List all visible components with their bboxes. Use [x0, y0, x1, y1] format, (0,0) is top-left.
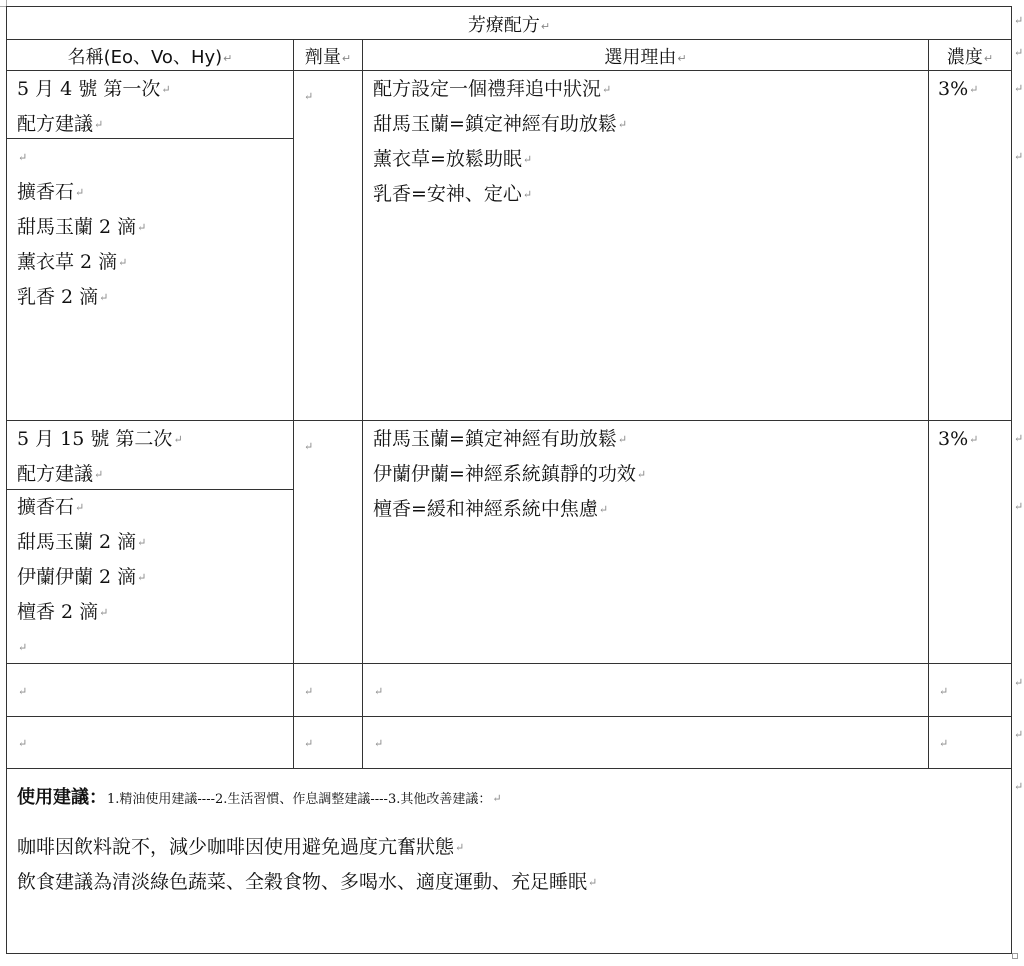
advice-line: 咖啡因飲料說不，減少咖啡因使用避免過度亢奮狀態↵: [17, 836, 465, 858]
text-line: 擴香石↵: [17, 496, 85, 518]
text-line: 5 月 15 號 第二次↵: [17, 428, 183, 450]
title-rule: [7, 39, 1011, 40]
text-line: ↵: [18, 151, 28, 164]
text-line: 檀香 2 滴↵: [17, 601, 109, 623]
text-line: 薰衣草 2 滴↵: [17, 251, 128, 273]
header-reason: 選用理由↵: [604, 47, 687, 68]
header-dose: 劑量↵: [304, 47, 352, 68]
row-end-mark: ↵: [1014, 46, 1024, 59]
advice-label: 使用建議：: [17, 787, 107, 808]
row1-concentration-cell: 3%↵: [938, 78, 979, 100]
row4-reason-cell: ↵: [374, 737, 384, 750]
text-line: 甜馬玉蘭=鎮定神經有助放鬆↵: [373, 428, 628, 450]
text-line: 甜馬玉蘭=鎮定神經有助放鬆↵: [373, 113, 628, 135]
row3-dose-cell: ↵: [304, 685, 314, 698]
text-line: ↵: [18, 641, 28, 654]
header-concentration: 濃度↵: [946, 47, 994, 68]
row3-bottom-rule: [7, 716, 1011, 717]
row3-name-cell: ↵: [18, 685, 28, 698]
row4-bottom-rule: [7, 768, 1011, 769]
row-end-mark: ↵: [1014, 780, 1024, 793]
row-end-mark: ↵: [1014, 676, 1024, 689]
row2-recipe-cell: [17, 490, 146, 665]
text-line: 檀香=緩和神經系統中焦慮↵: [373, 498, 609, 520]
aromatherapy-recipe-table: [6, 6, 1012, 954]
text-line: 5 月 4 號 第一次↵: [17, 78, 171, 100]
page-corner-mark: [1012, 953, 1018, 959]
text-line: 薰衣草=放鬆助眠↵: [373, 148, 533, 170]
row-end-mark: ↵: [1014, 150, 1024, 163]
row4-concentration-cell: ↵: [939, 737, 949, 750]
row-end-mark: ↵: [1014, 500, 1024, 513]
text-line: 伊蘭伊蘭=神經系統鎮靜的功效↵: [373, 463, 647, 485]
col-rule-3: [928, 39, 929, 769]
text-line: 乳香 2 滴↵: [17, 286, 109, 308]
col-rule-2: [362, 39, 363, 769]
row-end-mark: ↵: [1014, 82, 1024, 95]
row1-date-cell: [17, 72, 171, 142]
row3-concentration-cell: ↵: [939, 685, 949, 698]
text-line: 配方建議↵: [17, 463, 104, 485]
row2-reason-cell: [373, 422, 646, 527]
text-line: 配方建議↵: [17, 113, 104, 135]
row2-concentration-cell: 3%↵: [938, 428, 979, 450]
col-rule-1: [293, 39, 294, 769]
header-name: 名稱(Eo、Vo、Hy)↵: [67, 47, 233, 68]
row2-dose-cell: ↵: [304, 440, 314, 453]
header-rule: [7, 70, 1011, 71]
row2-bottom-rule: [7, 663, 1011, 664]
row1-reason-cell: [373, 72, 627, 212]
row-end-mark: ↵: [1014, 14, 1024, 27]
advice-line: 飲食建議為清淡綠色蔬菜、全穀食物、多喝水、適度運動、充足睡眠↵: [17, 871, 598, 893]
text-line: 甜馬玉蘭 2 滴↵: [17, 531, 147, 553]
row-end-mark: ↵: [1014, 432, 1024, 445]
text-line: 配方設定一個禮拜追中狀況↵: [373, 78, 612, 100]
text-line: 乳香=安神、定心↵: [373, 183, 533, 205]
row-end-mark: ↵: [1014, 728, 1024, 741]
row4-name-cell: ↵: [18, 737, 28, 750]
table-title: 芳療配方↵: [467, 15, 551, 36]
row1-dose-cell: ↵: [304, 90, 314, 103]
text-line: 伊蘭伊蘭 2 滴↵: [17, 566, 147, 588]
row2-date-cell: [17, 422, 183, 492]
advice-heading: 使用建議：1.精油使用建議----2.生活習慣、作息調整建議----3.其他改善建議：↵: [17, 787, 502, 808]
row4-dose-cell: ↵: [304, 737, 314, 750]
row3-reason-cell: ↵: [374, 685, 384, 698]
advice-categories: 1.精油使用建議----2.生活習慣、作息調整建議----3.其他改善建議：: [107, 792, 492, 807]
text-line: 擴香石↵: [17, 181, 85, 203]
text-line: 甜馬玉蘭 2 滴↵: [17, 216, 147, 238]
row1-recipe-cell: [17, 140, 146, 315]
row1-bottom-rule: [7, 420, 1011, 421]
advice-lines: [17, 830, 597, 900]
